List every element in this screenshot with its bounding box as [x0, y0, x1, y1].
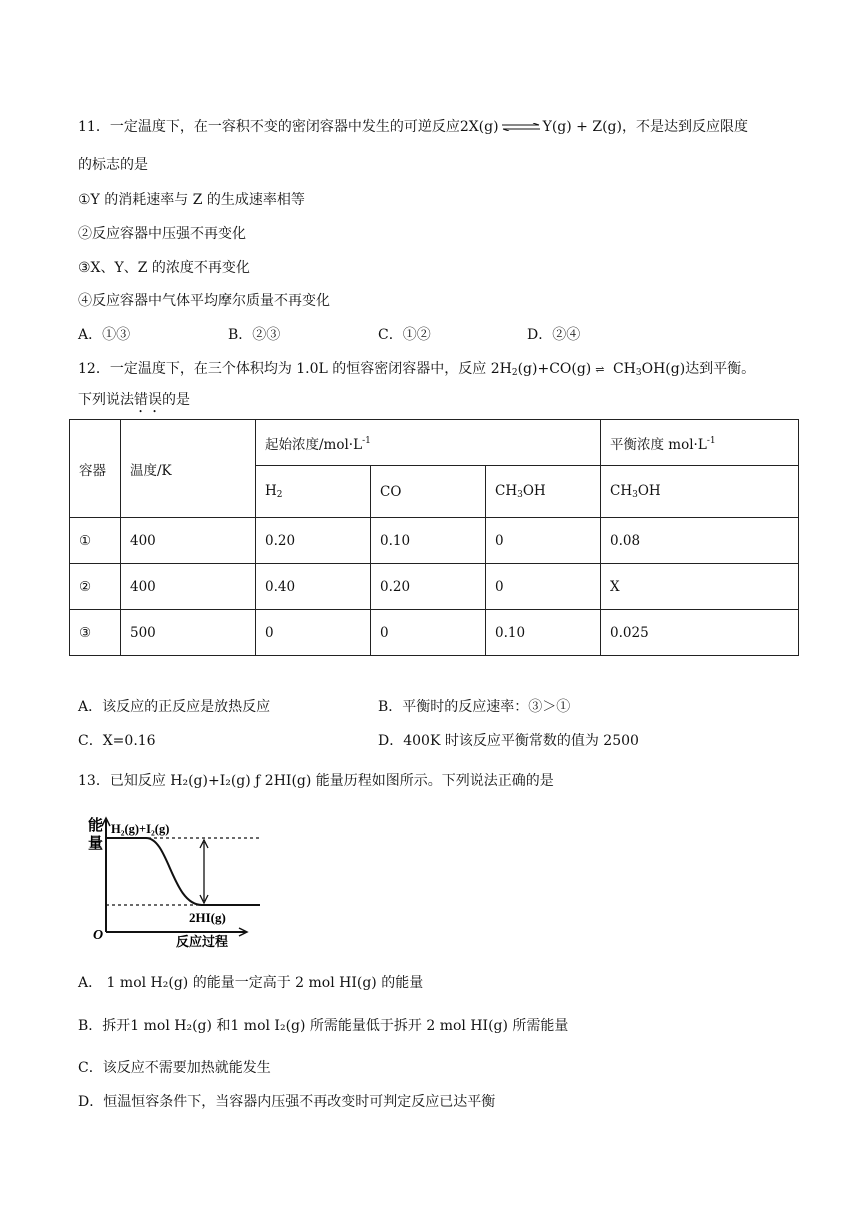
q12-stem2-pre: 下列说法 — [78, 392, 134, 408]
q12-stem-sub1: 2 — [511, 368, 518, 378]
subheader-h2 — [256, 466, 371, 518]
q13-option-c: C．该反应不需要加热就能发生 — [78, 1060, 271, 1076]
q12-stem-line1 — [78, 359, 755, 383]
y-label-bottom: 量 — [88, 834, 104, 852]
q11-option-b: B．②③ — [228, 327, 281, 343]
q13-stem: 13．已知反应 H₂(g)+I₂(g) ƒ 2HI(g) 能量历程如图所示。下列说法正确的是 — [78, 773, 554, 789]
cell-eq: X — [601, 564, 799, 610]
subheader-ch3oh-sub: 3 — [517, 490, 523, 500]
cell-temp: 400 — [121, 518, 256, 564]
subheader-h2-sub: 2 — [276, 490, 283, 500]
q11-item-3: ③X、Y、Z 的浓度不再变化 — [78, 260, 250, 276]
cell-h2: 0.20 — [256, 518, 371, 564]
cell-temp: 400 — [121, 564, 256, 610]
q12-stem2-emphasis: 错误 — [134, 392, 162, 408]
q11-option-c: C．①② — [378, 327, 431, 343]
energy-profile-diagram — [84, 812, 264, 952]
cell-temp: 500 — [121, 610, 256, 656]
q12-option-d: D．400K 时该反应平衡常数的值为 2500 — [378, 733, 639, 749]
cell-eq: 0.08 — [601, 518, 799, 564]
energy-curve — [106, 838, 260, 905]
q11-option-d: D．②④ — [527, 327, 581, 343]
subheader-eq-ch3oh-b: OH — [637, 483, 661, 499]
subheader-eq-ch3oh — [601, 466, 799, 518]
y-label-top: 能 — [88, 816, 104, 834]
header-initial-text: 起始浓度/mol·L — [265, 436, 363, 453]
q12-data-table — [69, 419, 799, 656]
q12-stem-part4: OH(g)达到平衡。 — [641, 361, 756, 377]
cell-h2: 0.40 — [256, 564, 371, 610]
cell-ch3oh: 0.10 — [486, 610, 601, 656]
q12-stem-part3: CH — [608, 361, 636, 377]
header-container: 容器 — [70, 420, 121, 518]
subheader-co: CO — [371, 466, 486, 518]
q12-stem-sub2: 3 — [635, 368, 642, 378]
subheader-h2-text: H — [265, 483, 277, 499]
q12-stem-part2: (g)+CO(g) — [517, 361, 592, 377]
header-equil-sup: -1 — [706, 435, 716, 446]
cell-co: 0.10 — [371, 518, 486, 564]
header-equilibrium-concentration — [601, 420, 799, 466]
product-label: 2HI(g) — [189, 910, 226, 925]
reactants-label: H₂(g)+I₂(g) — [111, 822, 170, 836]
x-axis-label: 反应过程 — [176, 935, 229, 950]
q12-option-c: C．X=0.16 — [78, 733, 156, 749]
q12-option-a: A．该反应的正反应是放热反应 — [78, 699, 271, 715]
q13-option-a: A． 1 mol H₂(g) 的能量一定高于 2 mol HI(g) 的能量 — [78, 975, 424, 991]
subheader-eq-ch3oh-sub: 3 — [632, 490, 638, 500]
cell-h2: 0 — [256, 610, 371, 656]
cell-eq: 0.025 — [601, 610, 799, 656]
q13-option-d: D．恒温恒容条件下，当容器内压强不再改变时可判定反应已达平衡 — [78, 1094, 496, 1110]
q13-option-b: B．拆开1 mol H₂(g) 和1 mol I₂(g) 所需能量低于拆开 2 mol HI(g) 所需能量 — [78, 1018, 569, 1034]
q11-option-a: A．①③ — [78, 327, 131, 343]
q11-item-1: ①Y 的消耗速率与 Z 的生成速率相等 — [78, 192, 305, 208]
table-row — [70, 610, 799, 656]
cell-ch3oh: 0 — [486, 518, 601, 564]
cell-id: ② — [70, 564, 121, 610]
table-row — [70, 518, 799, 564]
q12-equilibrium-symbol: ⇌ — [595, 363, 605, 376]
subheader-ch3oh — [486, 466, 601, 518]
subheader-eq-ch3oh-a: CH — [610, 483, 633, 499]
q12-option-b: B．平衡时的反应速率：③＞① — [378, 699, 571, 715]
equilibrium-arrow-icon — [501, 123, 541, 131]
header-initial-sup: -1 — [362, 435, 371, 446]
cell-id: ③ — [70, 610, 121, 656]
header-equil-text: 平衡浓度 mol·L — [610, 436, 707, 453]
q11-stem-part2: Y(g) + Z(g)，不是达到反应限度 — [542, 119, 748, 135]
q11-item-4: ④反应容器中气体平均摩尔质量不再变化 — [78, 293, 330, 309]
subheader-ch3oh-b: OH — [522, 483, 546, 499]
table-row — [70, 564, 799, 610]
q11-item-2: ②反应容器中压强不再变化 — [78, 226, 246, 242]
q11-stem-part1: 11．一定温度下，在一容积不变的密闭容器中发生的可逆反应2X(g) — [78, 119, 499, 135]
origin-label: O — [93, 928, 104, 943]
q12-stem-line2 — [78, 390, 190, 416]
q11-stem-line1 — [78, 117, 748, 137]
header-initial-concentration — [256, 420, 601, 466]
cell-co: 0.20 — [371, 564, 486, 610]
q11-stem-line2: 的标志的是 — [78, 157, 148, 173]
subheader-ch3oh-a: CH — [495, 483, 518, 499]
cell-ch3oh: 0 — [486, 564, 601, 610]
cell-co: 0 — [371, 610, 486, 656]
q12-stem2-post: 的是 — [162, 392, 190, 408]
q12-stem-part1: 12．一定温度下，在三个体积均为 1.0L 的恒容密闭容器中，反应 2H — [78, 361, 512, 377]
cell-id: ① — [70, 518, 121, 564]
header-temperature: 温度/K — [121, 420, 256, 518]
